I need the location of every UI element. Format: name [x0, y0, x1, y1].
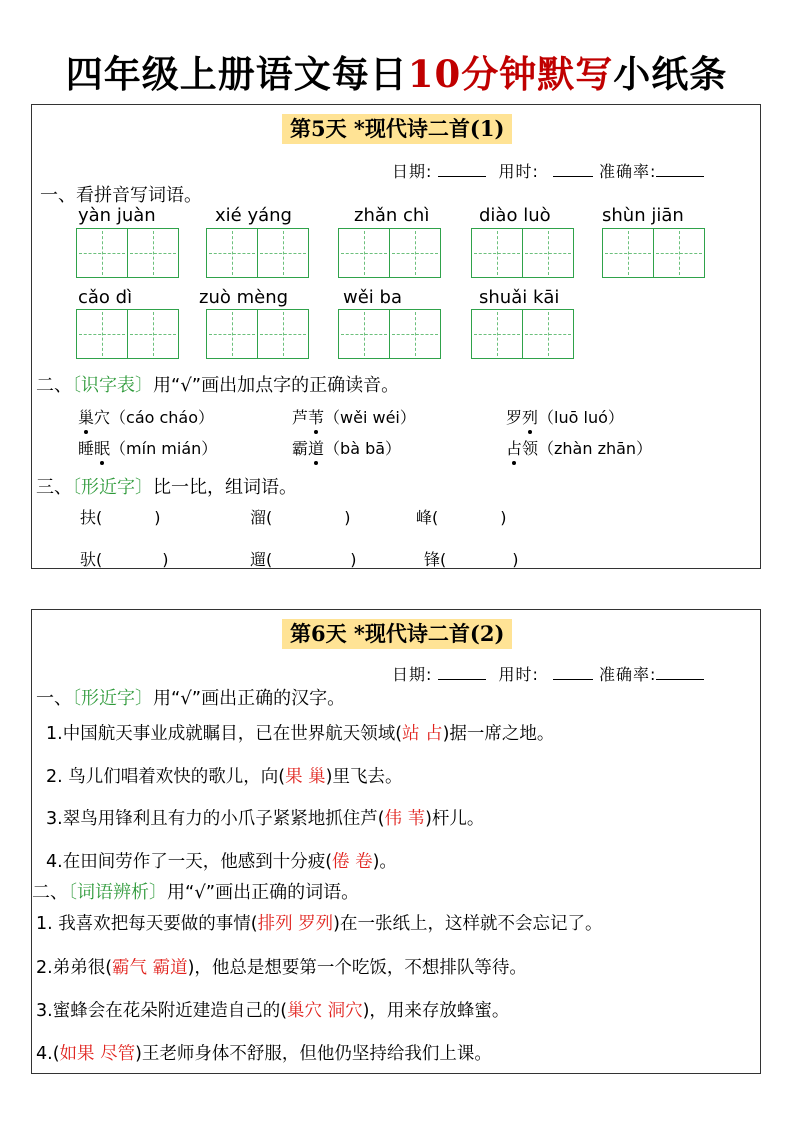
reading-item[interactable]: 占领（zhàn zhān）	[506, 436, 652, 459]
day5-title: 第5天 *现代诗二首(1)	[282, 114, 512, 144]
question-line[interactable]: 3.蜜蜂会在花朵附近建造自己的(巢穴 洞穴)，用来存放蜂蜜。	[36, 1001, 510, 1021]
compare-item[interactable]: 峰( )	[416, 508, 507, 527]
writing-grid[interactable]	[76, 309, 178, 359]
compare-item[interactable]: 溜( )	[250, 508, 351, 527]
day6-meta: 日期: 用时: 准确率:	[392, 662, 704, 685]
pinyin: cǎo dì	[78, 287, 133, 308]
day6-card	[31, 609, 761, 1074]
pinyin: zhǎn chì	[354, 205, 430, 226]
compare-item[interactable]: 驮( )	[80, 550, 169, 569]
question-line[interactable]: 1.中国航天事业成就瞩目，已在世界航天领域(站 占)据一席之地。	[46, 724, 555, 744]
writing-grid[interactable]	[206, 228, 308, 278]
day5-section3-title: 三、〔形近字〕比一比，组词语。	[36, 477, 297, 498]
writing-grid[interactable]	[206, 309, 308, 359]
reading-item[interactable]: 霸道（bà bā）	[292, 436, 401, 459]
day5-meta: 日期: 用时: 准确率:	[392, 159, 704, 182]
pinyin: yàn juàn	[78, 205, 156, 226]
writing-grid[interactable]	[338, 309, 440, 359]
reading-item[interactable]: 巢穴（cáo cháo）	[78, 405, 214, 428]
question-line[interactable]: 4.(如果 尽管)王老师身体不舒服，但他仍坚持给我们上课。	[36, 1044, 492, 1064]
page-title: 四年级上册语文每日10分钟默写小纸条	[65, 52, 728, 96]
compare-item[interactable]: 遛( )	[250, 550, 357, 569]
reading-item[interactable]: 芦苇（wěi wéi）	[292, 405, 416, 428]
writing-grid[interactable]	[76, 228, 178, 278]
question-line[interactable]: 4.在田间劳作了一天，他感到十分疲(倦 卷)。	[46, 852, 397, 872]
reading-item[interactable]: 罗列（luō luó）	[506, 405, 624, 428]
day5-section2-title: 二、〔识字表〕用“√”画出加点字的正确读音。	[36, 375, 400, 396]
writing-grid[interactable]	[338, 228, 440, 278]
pinyin: shuǎi kāi	[479, 287, 560, 308]
day6-section1-title: 一、〔形近字〕用“√”画出正确的汉字。	[36, 688, 346, 709]
compare-item[interactable]: 扶( )	[80, 508, 161, 527]
reading-item[interactable]: 睡眠（mín mián）	[78, 436, 217, 459]
writing-grid[interactable]	[471, 309, 573, 359]
pinyin: zuò mèng	[199, 287, 289, 308]
day5-section1-title: 一、看拼音写词语。	[40, 185, 202, 206]
pinyin: wěi ba	[343, 287, 402, 308]
question-line[interactable]: 2. 鸟儿们唱着欢快的歌儿，向(果 巢)里飞去。	[46, 767, 403, 787]
writing-grid[interactable]	[602, 228, 704, 278]
compare-item[interactable]: 锋( )	[424, 550, 519, 569]
pinyin: diào luò	[479, 205, 551, 226]
question-line[interactable]: 3.翠鸟用锋利且有力的小爪子紧紧地抓住芦(伟 苇)杆儿。	[46, 809, 485, 829]
day6-title: 第6天 *现代诗二首(2)	[282, 619, 512, 649]
question-line[interactable]: 1. 我喜欢把每天要做的事情(排列 罗列)在一张纸上，这样就不会忘记了。	[36, 914, 603, 934]
pinyin: xié yáng	[215, 205, 292, 226]
day6-section2-title: 二、〔词语辨析〕用“√”画出正确的词语。	[32, 882, 360, 903]
day5-card	[31, 104, 761, 569]
question-line[interactable]: 2.弟弟很(霸气 霸道)，他总是想要第一个吃饭，不想排队等待。	[36, 958, 527, 978]
writing-grid[interactable]	[471, 228, 573, 278]
pinyin: shùn jiān	[602, 205, 684, 226]
